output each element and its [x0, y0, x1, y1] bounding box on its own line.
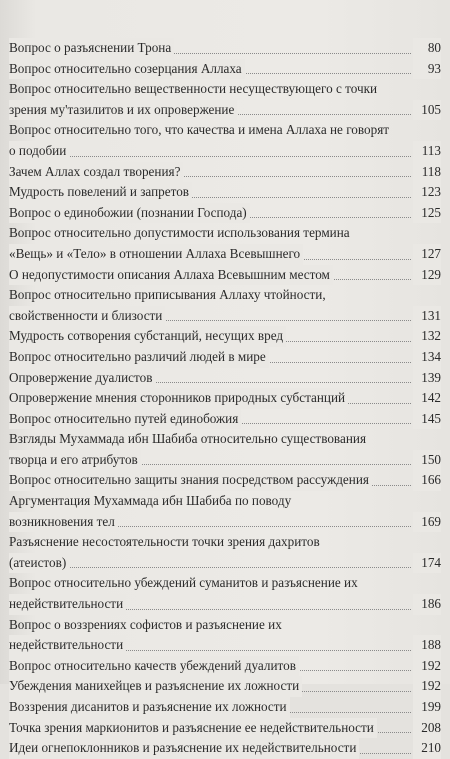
toc-page-number: 105: [413, 100, 441, 121]
toc-entry: [9, 656, 441, 677]
toc-line: [9, 285, 441, 306]
toc-entry-title: Мудрость повелений и запретов: [9, 182, 192, 203]
toc-entry-title: недействительности: [9, 635, 126, 656]
toc-line: [9, 38, 441, 59]
toc-page-number: 145: [413, 409, 441, 430]
toc-entry-title: творца и его атрибутов: [9, 450, 141, 471]
toc-entry-title: Вопрос относительно того, что качества и имена Аллаха не говорят: [9, 122, 390, 138]
toc-page-number: 129: [413, 265, 441, 286]
toc-line: [9, 203, 441, 224]
toc-line: [9, 738, 441, 759]
toc-page-number: 192: [413, 676, 441, 697]
toc-entry-title: Вопрос относительно путей единобожия: [9, 409, 241, 430]
toc-line: [9, 676, 441, 697]
toc-line: [9, 697, 441, 718]
toc-entry: [9, 491, 441, 532]
toc-entry: [9, 79, 441, 120]
toc-entry-title: Опровержение мнения сторонников природных субстанций: [9, 388, 348, 409]
toc-entry-title: «Вещь» и «Тело» в отношении Аллаха Всевышнего: [9, 244, 303, 265]
toc-entry-title: Зачем Аллах создал творения?: [9, 162, 183, 183]
toc-entry-title: Вопрос относительно допустимости использования термина: [9, 225, 350, 241]
toc-entry-title: Вопрос о воззрениях софистов и разъяснение их: [9, 616, 282, 632]
toc-page-number: 174: [413, 553, 441, 574]
toc-entry: [9, 615, 441, 656]
toc-line: [9, 182, 441, 203]
toc-entry-title: о подобии: [9, 141, 69, 162]
toc-entry-title: Вопрос относительно вещественности несуществующего с точки: [9, 81, 378, 97]
toc-entry-title: Вопрос относительно качеств убеждений дуалитов: [9, 656, 299, 677]
toc-line: [9, 573, 441, 594]
toc-entry: [9, 718, 441, 739]
toc-entry-title: О недопустимости описания Аллаха Всевышним местом: [9, 265, 333, 286]
toc-line: [9, 594, 441, 615]
toc-line: [9, 59, 441, 80]
toc-line: [9, 306, 441, 327]
toc-page-number: 113: [413, 141, 441, 162]
toc-page-number: 192: [413, 656, 441, 677]
toc-line: [9, 532, 441, 553]
toc-line: [9, 388, 441, 409]
toc-line: [9, 656, 441, 677]
toc-entry: [9, 203, 441, 224]
toc-entry: [9, 470, 441, 491]
toc-line: [9, 265, 441, 286]
toc-line: [9, 162, 441, 183]
toc-line: [9, 718, 441, 739]
toc-entry-title: Точка зрения маркионитов и разъяснение ее недействительности: [9, 718, 377, 739]
toc-line: [9, 491, 441, 512]
toc-page-number: 118: [413, 162, 441, 183]
toc-entry: [9, 182, 441, 203]
toc-entry: [9, 38, 441, 59]
toc-entry-title: Воззрения дисанитов и разъяснение их ложности: [9, 697, 290, 718]
toc-line: [9, 120, 441, 141]
toc-entry: [9, 409, 441, 430]
toc-page-number: 134: [413, 347, 441, 368]
toc-page-number: 208: [413, 718, 441, 739]
toc-entry: [9, 120, 441, 161]
toc-entry-title: Вопрос о единобожии (познании Господа): [9, 203, 250, 224]
toc-entry: [9, 326, 441, 347]
toc-line: [9, 615, 441, 636]
toc-page-number: 132: [413, 326, 441, 347]
toc-entry: [9, 265, 441, 286]
toc-entry: [9, 162, 441, 183]
toc-entry: [9, 429, 441, 470]
toc-page-number: 166: [413, 470, 441, 491]
toc-entry-title: Разъяснение несостоятельности точки зрения дахритов: [9, 534, 320, 550]
toc-page-number: 139: [413, 368, 441, 389]
toc-page-number: 186: [413, 594, 441, 615]
toc-line: [9, 450, 441, 471]
toc-page-number: 142: [413, 388, 441, 409]
toc-entry-title: зрения му'тазилитов и их опровержение: [9, 100, 237, 121]
toc-leader-dots: [9, 156, 411, 157]
toc-entry-title: недействительности: [9, 594, 126, 615]
toc-entry: [9, 347, 441, 368]
toc-line: [9, 635, 441, 656]
toc-line: [9, 512, 441, 533]
toc-page-number: 210: [413, 738, 441, 759]
toc-page-number: 150: [413, 450, 441, 471]
toc-page-number: 169: [413, 512, 441, 533]
toc-entry-title: (атеистов): [9, 553, 69, 574]
toc-entry-title: Опровержение дуалистов: [9, 368, 155, 389]
toc-line: [9, 409, 441, 430]
toc-entry-title: Вопрос относительно защиты знания посредством рассуждения: [9, 470, 372, 491]
toc-entry: [9, 738, 441, 759]
toc-page-number: 127: [413, 244, 441, 265]
toc-entry-title: Убеждения манихейцев и разъяснение их ложности: [9, 676, 302, 697]
toc-line: [9, 141, 441, 162]
toc-entry-title: Аргументация Мухаммада ибн Шабиба по поводу: [9, 493, 292, 509]
toc-leader-dots: [9, 567, 411, 568]
toc-line: [9, 100, 441, 121]
toc-line: [9, 79, 441, 100]
toc-line: [9, 347, 441, 368]
toc-page-number: 125: [413, 203, 441, 224]
toc-line: [9, 326, 441, 347]
toc-page-number: 93: [413, 59, 441, 80]
toc-entry: [9, 59, 441, 80]
toc-entry: [9, 285, 441, 326]
toc-page-number: 199: [413, 697, 441, 718]
toc-page-number: 80: [413, 38, 441, 59]
toc-entry-title: свойственности и близости: [9, 306, 165, 327]
toc-line: [9, 368, 441, 389]
toc-page-number: 131: [413, 306, 441, 327]
toc-entry: [9, 368, 441, 389]
toc-line: [9, 429, 441, 450]
toc-entry-title: Мудрость сотворения субстанций, несущих вред: [9, 326, 286, 347]
toc-entry-title: Вопрос относительно приписывания Аллаху чтойности,: [9, 287, 326, 303]
toc-line: [9, 244, 441, 265]
toc-entry: [9, 532, 441, 573]
toc-entry-title: Вопрос относительно убеждений суманитов и разъяснение их: [9, 575, 358, 591]
toc-entry: [9, 223, 441, 264]
toc-entry-title: Вопрос о разъяснении Трона: [9, 38, 174, 59]
toc-page-number: 123: [413, 182, 441, 203]
toc-line: [9, 553, 441, 574]
toc-entry-title: Взгляды Мухаммада ибн Шабиба относительно существования: [9, 431, 367, 447]
toc-entry-title: возникновения тел: [9, 512, 118, 533]
toc-entry: [9, 573, 441, 614]
toc-entry-title: Идеи огнепоклонников и разъяснение их недействительности: [9, 738, 359, 759]
toc-entry-title: Вопрос относительно различий людей в мире: [9, 347, 269, 368]
table-of-contents: [9, 38, 441, 759]
toc-entry: [9, 388, 441, 409]
toc-entry-title: Вопрос относительно созерцания Аллаха: [9, 59, 245, 80]
toc-page-number: 188: [413, 635, 441, 656]
toc-line: [9, 223, 441, 244]
toc-line: [9, 470, 441, 491]
toc-entry: [9, 676, 441, 697]
toc-entry: [9, 697, 441, 718]
